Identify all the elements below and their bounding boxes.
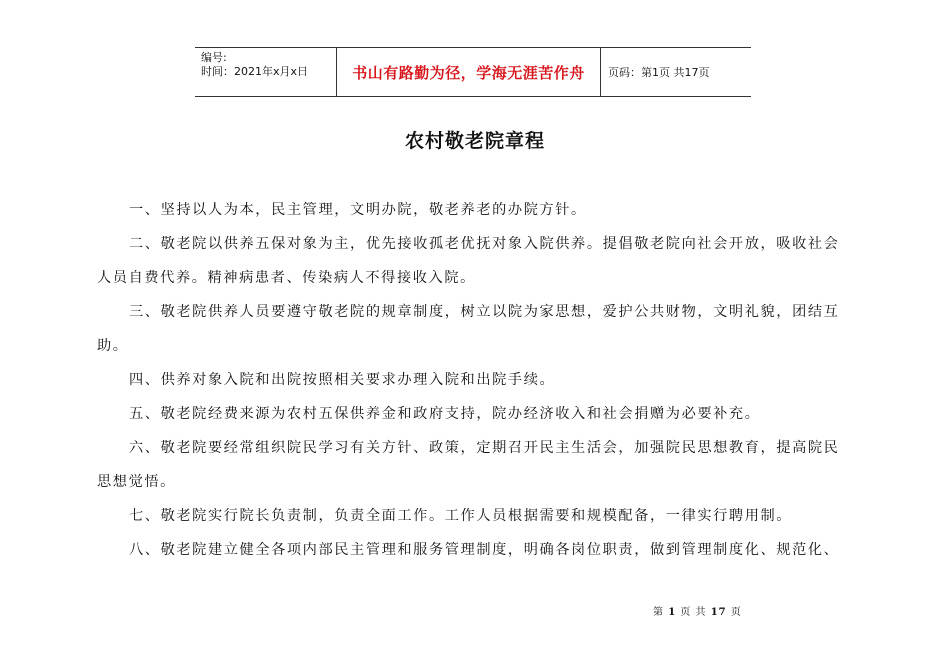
header-motto: 书山有路勤为径，学海无涯苦作舟 <box>337 48 601 96</box>
paragraph-4: 四、供养对象入院和出院按照相关要求办理入院和出院手续。 <box>129 372 556 388</box>
serial-label: 编号: <box>201 51 227 64</box>
paragraph-3: 三、敬老院供养人员要遵守敬老院的规章制度，树立以院为家思想，爱护公共财物，文明礼貌，团结互 助。 <box>97 304 840 354</box>
header-table <box>195 47 751 97</box>
paragraph-2: 二、敬老院以供养五保对象为主，优先接收孤老优抚对象入院供养。提倡敬老院向社会开放，吸收社会 人员自费代养。精神病患者、传染病人不得接收入院。 <box>97 236 840 286</box>
document-body <box>97 193 857 567</box>
paragraph-7: 七、敬老院实行院长负责制，负责全面工作。工作人员根据需要和规模配备，一律实行聘用制。 <box>129 508 793 524</box>
paragraph-5: 五、敬老院经费来源为农村五保供养金和政府支持，院办经济收入和社会捐赠为必要补充。 <box>129 406 761 422</box>
time-label: 时间：2021年x月x日 <box>201 65 309 78</box>
header-meta-cell <box>195 48 337 96</box>
document-title: 农村敬老院章程 <box>404 130 545 152</box>
footer-page-number: 1 <box>668 607 677 618</box>
paragraph-8: 八、敬老院建立健全各项内部民主管理和服务管理制度，明确各岗位职责，做到管理制度化、规范化、 <box>129 542 840 558</box>
paragraph-6: 六、敬老院要经常组织院民学习有关方针、政策，定期召开民主生活会，加强院民思想教育，提高院民 思想觉悟。 <box>97 440 840 490</box>
page-footer: 第 1 页 共 17 页 <box>653 607 742 618</box>
footer-page-total: 17 <box>710 607 727 618</box>
header-page-info: 页码：第1页 共17页 <box>608 66 710 79</box>
paragraph-1: 一、坚持以人为本，民主管理，文明办院，敬老养老的办院方针。 <box>129 202 587 218</box>
